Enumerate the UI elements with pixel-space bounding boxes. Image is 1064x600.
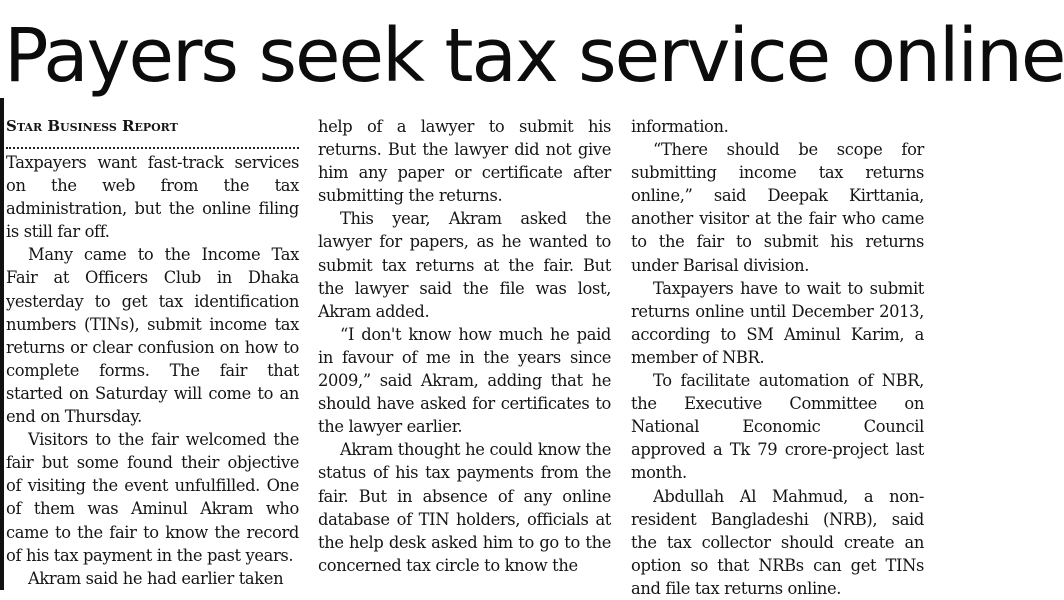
article-paragraph: Abdullah Al Mahmud, a non-resident Bangladeshi (NRB), said the tax collector should create an option so that NRBs can get TINs and file tax returns online.: [631, 486, 924, 598]
headline: Payers seek tax service online: [4, 13, 1064, 99]
article-paragraph: “I don't know how much he paid in favour of me in the years since 2009,” said Akram, adding that he should have asked for certificates to the lawyer earlier.: [318, 324, 611, 437]
article-paragraph: information.: [631, 117, 729, 136]
column-left-rule: [0, 98, 4, 590]
article-paragraph: Taxpayers have to wait to submit returns online until December 2013, according to SM Aminul Karim, a member of NBR.: [631, 278, 924, 367]
article-column-3: [631, 115, 924, 600]
article-paragraph: To facilitate automation of NBR, the Executive Committee on National Economic Council approved a Tk 79 crore-project last month.: [631, 371, 924, 483]
article-paragraph: “There should be scope for submitting income tax returns online,” said Deepak Kirttania, another visitor at the fair who came to the fair to submit his returns under Barisal division.: [631, 140, 924, 275]
article-paragraph: This year, Akram asked the lawyer for papers, as he wanted to submit tax returns at the fair. But the lawyer said the file was lost, Akram added.: [318, 209, 611, 321]
article-paragraph: Visitors to the fair welcomed the fair but some found their objective of visiting the event unfulfilled. One of them was Aminul Akram who came to the fair to know the record of his tax payment in the past years.: [6, 430, 299, 565]
article-paragraph: Taxpayers want fast-track services on the web from the tax administration, but the online filing is still far off.: [6, 153, 299, 242]
article-paragraph: help of a lawyer to submit his returns. But the lawyer did not give him any paper or certificate after submitting the returns.: [318, 117, 611, 206]
byline: Star Business Report: [6, 117, 178, 135]
article-column-1: [6, 115, 299, 590]
article-paragraph: Akram said he had earlier taken: [28, 568, 284, 588]
article-paragraph: Many came to the Income Tax Fair at Officers Club in Dhaka yesterday to get tax identification numbers (TINs), submit income tax returns or clear confusion on how to complete forms. The fair that started on Saturday will come to an end on Thursday.: [6, 245, 299, 427]
article-column-2: [318, 115, 611, 577]
article-paragraph: Akram thought he could know the status of his tax payments from the fair. But in absence of any online database of TIN holders, officials at the help desk asked him to go to the concerned tax circle to know the: [318, 440, 611, 575]
byline-dotted-divider: [6, 147, 299, 149]
